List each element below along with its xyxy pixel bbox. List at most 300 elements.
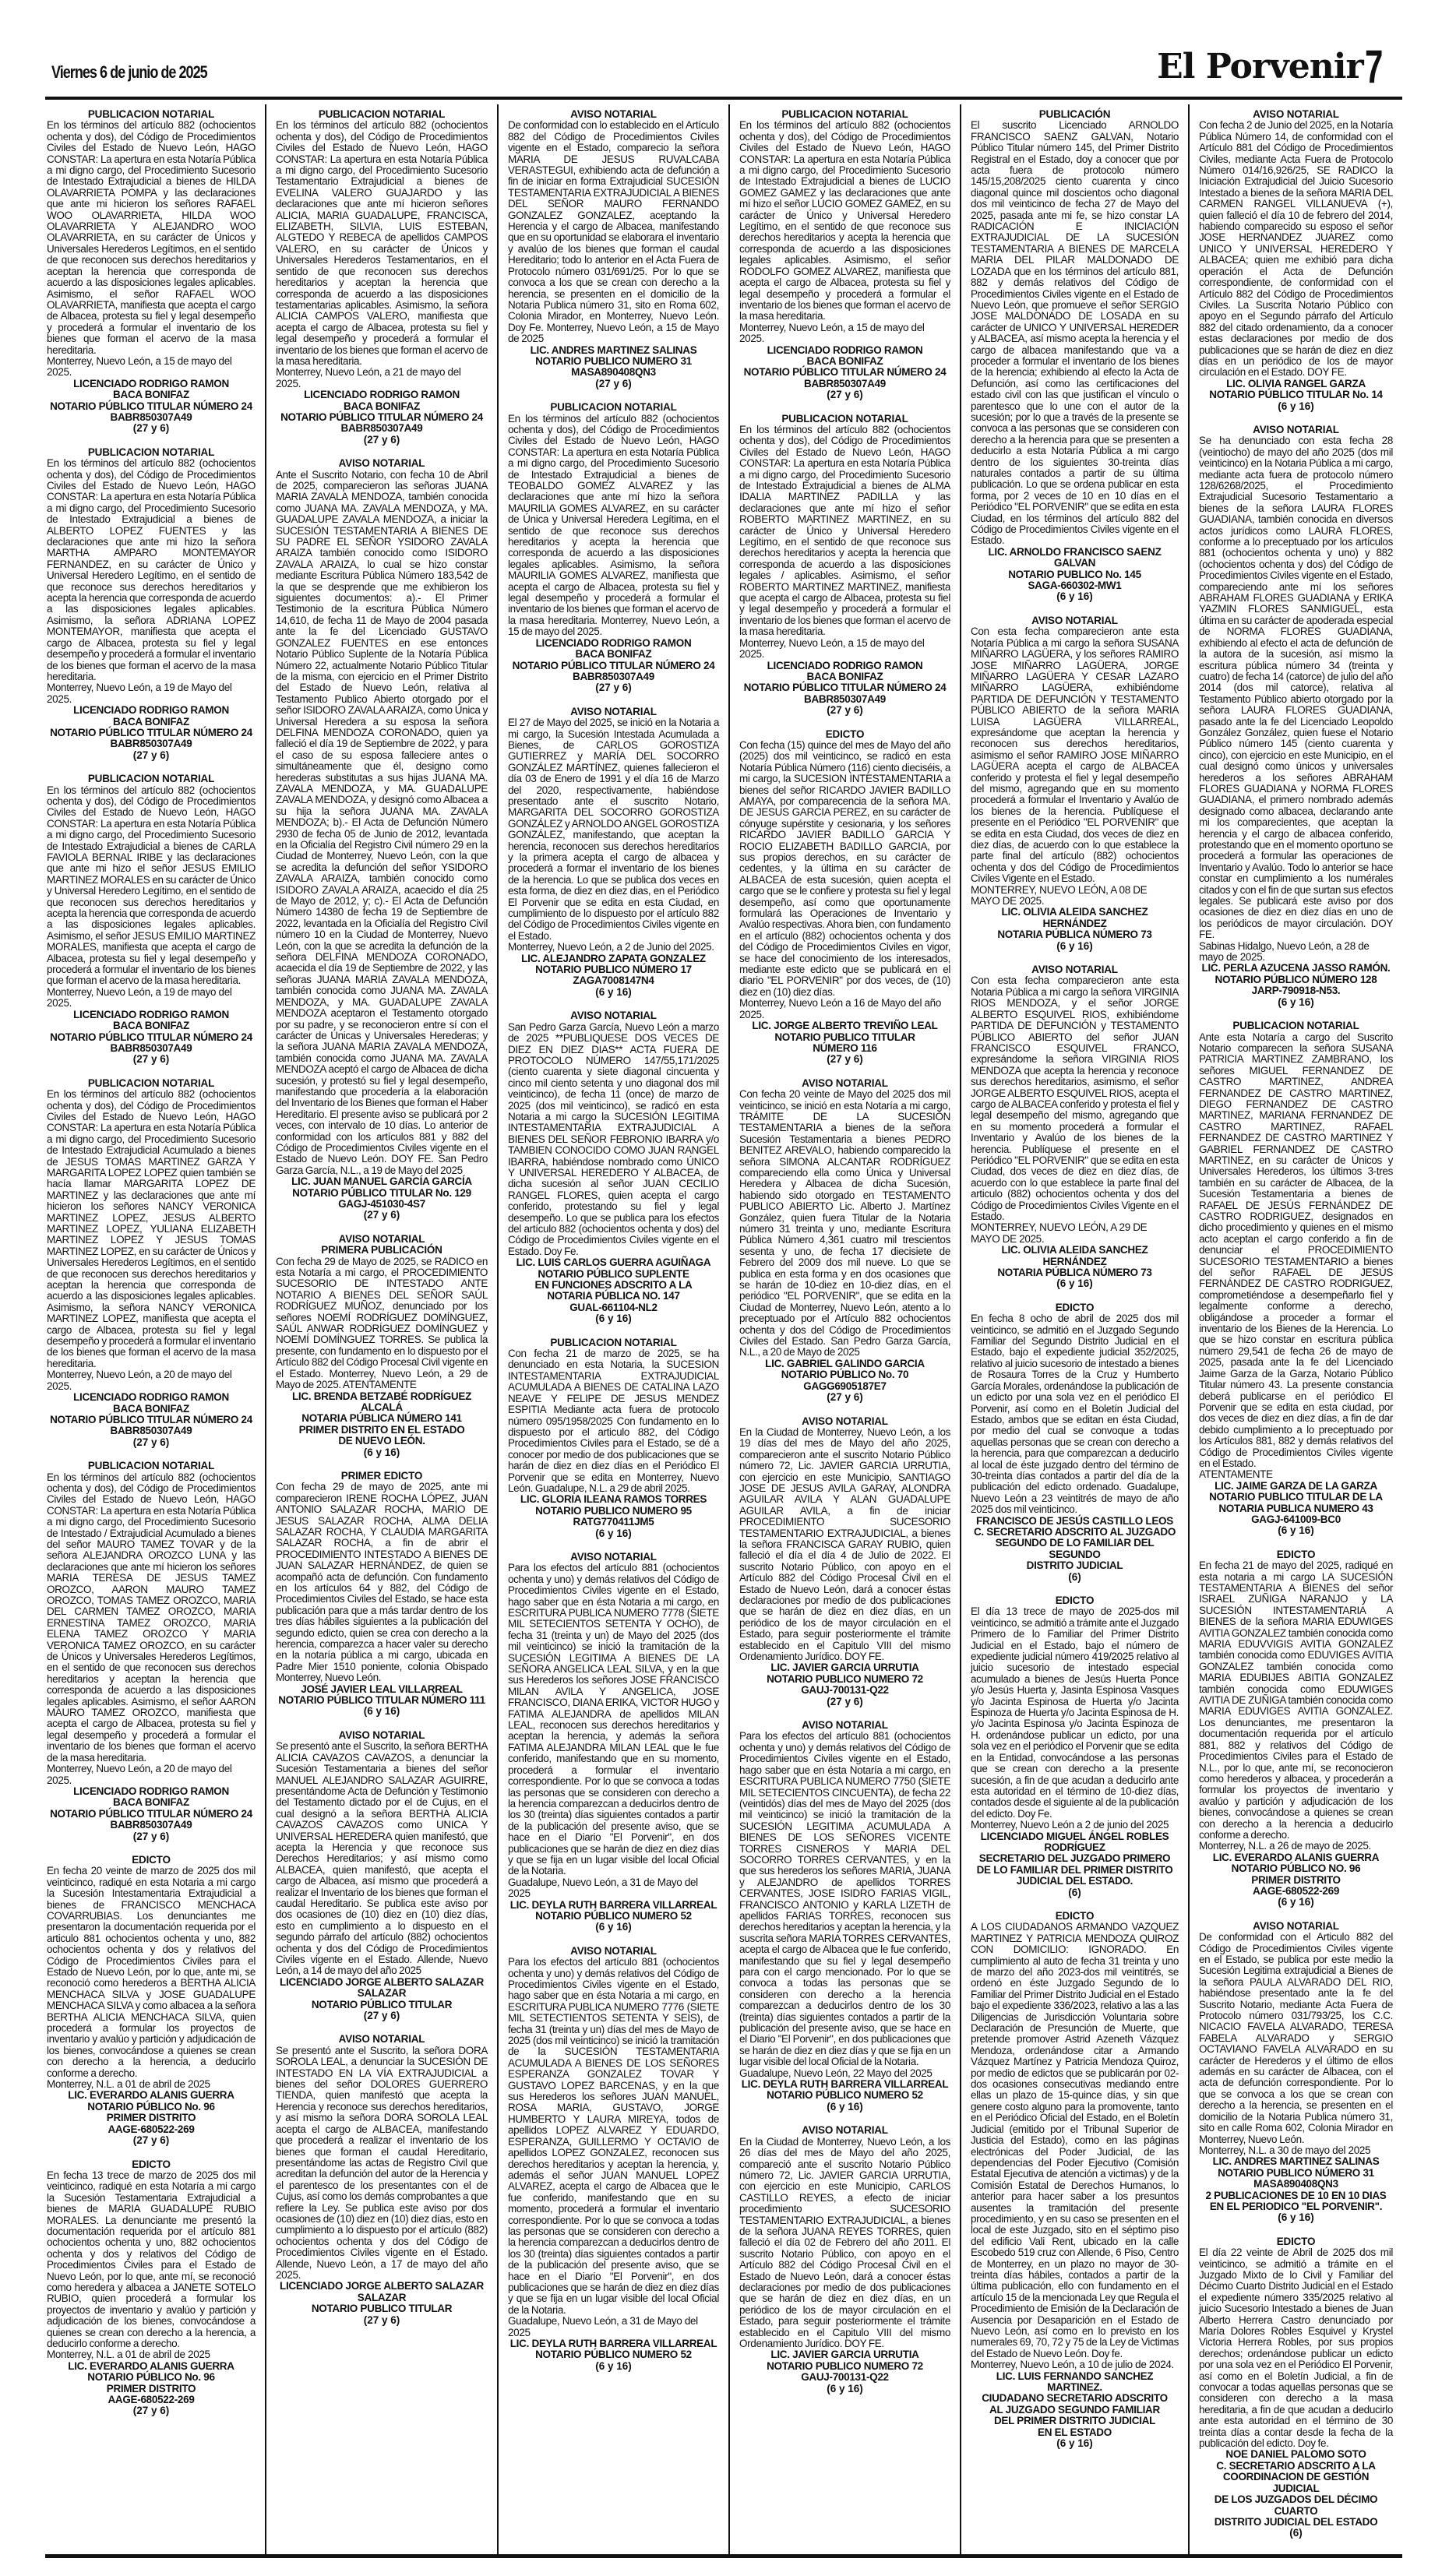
notice-title: EDICTO xyxy=(1055,1909,1095,1922)
notice-signature-line: BABR850307A49 xyxy=(110,1425,192,1437)
publication-dates: (6 y 16) xyxy=(1278,2211,1314,2224)
legal-notice xyxy=(1199,425,1393,1008)
publication-dates: (6 y 16) xyxy=(1056,939,1093,952)
top-rule xyxy=(45,97,1402,100)
column-4 xyxy=(728,104,960,2554)
notice-signature-line: LIC. LUIS CARLOS GUERRA AGUIÑAGA xyxy=(516,1256,711,1269)
notice-signature-line: DE LO FAMILIAR DEL PRIMER DISTRITO xyxy=(976,1863,1173,1876)
notice-signature-line: SEGUNDO DE LO FAMILIAR DEL SEGUNDO xyxy=(995,1537,1155,1560)
notice-signature-line: BACA BONIFAZ xyxy=(344,400,420,412)
notice-signature-line: BABR850307A49 xyxy=(573,670,654,682)
column-3 xyxy=(497,104,728,2554)
page-number: 7 xyxy=(1364,41,1383,93)
notice-signature-line: NOTARIO PUBLICO NUMERO 95 xyxy=(535,1504,692,1517)
publication-dates: (27 y 6) xyxy=(827,1695,863,1707)
legal-notice xyxy=(47,1855,256,2147)
notice-signature-line: NOTARIO PÚBLICO NUMERO 52 xyxy=(767,2089,923,2102)
notice-signature-line: NOTARIO PÚBLICO NUMERO 52 xyxy=(535,1909,692,1922)
notice-body: Con fecha 21 de marzo de 2025, se ha denunciado en esta Notaria, la SUCESION INTESTAMENTARIA EXTRAJUDICIAL ACUMULADA A BIENES DE CATALINA LAZO NEAVE Y FELIPE DE JESUS MENDEZ ESPITIA Mediante acta fuera de protocolo número 095/1958/2025 Con fundamento en lo dispuesto por el articulo 882, del Código Procedimientos Civiles para el Estado, se dé a conocer por medio de dos publicaciones que se harán de diez en diez días en el Periódico El Porvenir que se edita en Monterrey, Nuevo León. Guadalupe, N.L. a 29 de abril 2025. xyxy=(508,1348,719,1494)
publication-dates: (27 y 6) xyxy=(363,2010,400,2022)
notice-signature-line: LIC. DEYLA RUTH BARRERA VILLARREAL xyxy=(509,1898,717,1911)
notice-signature-line: NOTARIO PUBLICO NUMERO 31 xyxy=(535,354,692,367)
notice-signature-line: NOTARIO PÚBLICO No. 96 xyxy=(87,2100,215,2113)
legal-notice xyxy=(508,109,719,389)
notice-title: PUBLICACION NOTARIAL xyxy=(781,412,908,425)
notice-signature-line: BABR850307A49 xyxy=(804,377,886,389)
notice-signature-line: CIUDADANO SECRETARIO ADSCRITO xyxy=(982,2392,1168,2405)
notice-title: AVISO NOTARIAL xyxy=(1253,1919,1339,1932)
notice-body: Ante el Suscrito Notario, con fecha 10 de Abril de 2025, comparecieron las señoras JUANA MARIA ZAVALA MENDOZA, también conocida como JUANA MA. ZAVALA MENDOZA, y MA. GUADALUPE ZAVALA MENDOZA, a iniciar la SUCESIÓN TESTAMENTARIA A BIENES DE SU PADRE EL SEÑOR YSIDORO ZAVALA ARAIZA también conocido como ISIDORO ZAVALA ARAIZA, lo cual se hizo constar mediante Escritura Pública Número 183,542 de la que se desprende que me exhibieron los siguientes documentos: a).- El Primer Testimonio de la escritura Pública Número 14,610, de fecha 11 de Mayo de 2004 pasada ante la fe del Licenciado GUSTAVO GONZALEZ FUENTES en ese entonces Notario Público Suplente de la Notaría Pública Número 22, actualmente Notario Público Titular de la misma, con ejercicio en el Primer Distrito del Estado de Nuevo León, relativa al Testamento Publico Abierto otorgado por el señor ISIDORO ZAVALA ARAIZA, como Única y Universal Heredera a su esposa la señora DELFINA MENDOZA CORONADO, quien ya falleció el día 19 de Septiembre de 2022, y para el caso de su esposa falleciere antes o simultáneamente que él, designo como herederas substitutas a sus hijas JUANA MA. ZAVALA MENDOZA, y MA. GUADALUPE ZAVALA MENDOZA, y designó como Albacea a su hija la señora JUANA MA. ZAVALA MENDOZA; b).- El Acta de Defunción Número 2930 de fecha 05 de Junio de 2012, levantada en la Oficialía del Registro Civil número 29 en la Ciudad de Monterrey, Nuevo León, con la que se acredita la defunción del señor YSIDORO ZAVALA ARAIZA, también conocido como ISIDORO ZAVALA ARAIZA, acaecido el día 25 de Mayo de 2012, y; c).- El Acta de Defunción Número 14380 de fecha 19 de Septiembre de 2022, levantada en la Oficialía del Registro Civil número 10 en la Ciudad de Monterrey, Nuevo León, con la que se acredita la defunción de la señora DELFINA MENDOZA CORONADO, acaecida el día 19 de Septiembre de 2022, y las señoras JUANA MARIA ZAVALA MENDOZA, también conocida como JUANA MA. ZAVALA MENDOZA, y MA. GUADALUPE ZAVALA MENDOZA aceptaron el Testamento otorgado por su padre, y se reconocieron entre sí con el carácter de Únicas y Universales Herederas; y la señora JUANA MARIA ZAVALA MENDOZA, también conocida como JUANA MA. ZAVALA MENDOZA aceptó el cargo de Albacea de dicha sucesión, y protestó su fiel y legal desempeño, manifestando que procedería a la elaboración del Inventario de los Bienes que forman el Haber Hereditario. El presente aviso se publicará por 2 veces, con intervalo de 10 días. Lo anterior de conformidad con los artículos 881 y 882 del Código de Procedimientos Civiles vigente en el Estado de Nuevo León. DOY FE. San Pedro Garza García, N.L., a 19 de Mayo del 2025 xyxy=(276,468,488,1176)
notice-signature-line: LIC. PERLA AZUCENA JASSO RAMÓN. xyxy=(1201,962,1391,974)
notice-signature-line: LICENCIADO RODRIGO RAMON xyxy=(73,377,229,389)
publication-dates: (6) xyxy=(1068,1886,1081,1898)
notice-body: Con fecha 20 veinte de Mayo del 2025 dos mil veinticinco, se inició en esta Notaría a mi cargo, TRÁMITE DE LA SUCESIÓN TESTAMENTARIA a bienes de la señora Sucesión Testamentaria a bienes PEDRO BENITEZ AREVALO, habiendo comparecido la señora SIMONA ALCANTAR RODRÍGUEZ compareciendo ella como Única y Universal Heredera y Albacea de dicha Sucesión, habiendo sido otorgado en TESTAMENTO PUBLICO ABIERTO Lic. Alberto J. Martínez González, quien fuera Titular de la Notaria número 31 treinta y uno, mediante Escritura Pública Número 4,361 cuatro mil trescientos sesenta y uno, de fecha 17 diecisiete de Febrero del 2009 dos mil nueve. Lo que se publica en esta forma y en dos ocasiones que se harán de 10-diez en 10-diez días, en el periódico "EL PORVENIR", que se edita en la Ciudad de Monterrey, Nuevo León, atento a lo preceptuado por el Artículo 882 ochocientos ochenta y dos del Código de Procedimientos Civiles del Estado. San Pedro Garza García, N.L., a 20 de Mayo de 2025 xyxy=(739,1088,950,1358)
legal-notice xyxy=(47,1078,256,1448)
notice-body: En fecha 20 veinte de marzo de 2025 dos mil veinticinco, radiqué en esta Notaria a mi cargo la Sucesión Intestamentaria Extrajudicial a bienes de FRANCISCO MENCHACA COVARRUBIAS. Los denunciantes me presentaron la documentación requerida por el articulo 881 ochocientos ochenta y uno, 882 ochocientos ochenta y dos y relativos del Código de Procedimientos Civiles para el Estado de Nuevo León, por lo que, ante mi, se reconoció como herederos a BERTHA ALICIA MENCHACA SILVA y JOSE GUADALUPE MENCHACA SILVA y como albacea a la señora BERTHA ALICIA MENCHACA SILVA, quien procederá a formular los proyectos de inventario y avalúo y partición y adjudicación de los bienes, convocándose a quienes se crean con derecho a la herencia, a deducirlo conforme a derecho. xyxy=(47,1865,256,2079)
notice-body: En los términos del artículo 882 (ochocientos ochenta y dos), del Código de Procedimientos Civiles del Estado de Nuevo León, HAGO CONSTAR: La apertura en esta Notaría Pública a mi digno cargo, del Procedimiento Sucesorio de Intestado Extrajudicial a bienes de LUCIO GOMEZ GAMEZ y las declaraciones que ante mí hizo el señor LUCIO GOMEZ GAMEZ, en su carácter de Único y Universal Heredero Legítimo, en el sentido de que reconoce sus derechos hereditarios y acepta la herencia que corresponda de acuerdo a las disposiciones legales aplicables. Asimismo, el señor RODOLFO GOMEZ ALVAREZ, manifiesta que acepta el cargo de Albacea, protesta su fiel y legal desempeño y procederá a formular el inventario de los bienes que forman el acervo de la masa hereditaria. xyxy=(739,119,950,322)
legal-notice xyxy=(508,1552,719,1933)
publication-dates: (6 y 16) xyxy=(1056,2437,1093,2450)
publication-dates: (27 y 6) xyxy=(827,389,863,401)
legal-notice xyxy=(1199,1549,1393,1908)
notice-signature-line: LIC. OLIVIA ALEIDA SANCHEZ HERNÁNDEZ xyxy=(1001,906,1148,929)
notice-signature-line: BACA BONIFAZ xyxy=(113,1020,189,1032)
publication-dates: (27 y 6) xyxy=(363,1209,400,1221)
publication-dates: (27 y 6) xyxy=(595,682,632,694)
notice-title: PUBLICACIÓN xyxy=(1038,108,1111,120)
notice-signature-line: RATG770411JM5 xyxy=(573,1516,654,1528)
notice-title: AVISO NOTARIAL xyxy=(802,1415,888,1427)
notice-signature-line: NOTARIO PÚBLICO TITULAR NÚMERO 24 xyxy=(50,726,252,738)
notice-body: Con fecha 29 de Mayo de 2025, se RADICO en esta Notaría a mi cargo, el PROCEDIMIENTO SUCESORIO DE INTESTADO ANTE NOTARIO A BIENES DEL SEÑOR SAÚL RODRÍGUEZ MUÑOZ, denunciado por los señores NOEMÍ RODRÍGUEZ DOMÍNGUEZ, SAÚL ANWAR RODRÍGUEZ DOMÍNGUEZ y NOEMÍ DOMÍNGUEZ TORRES. Se publica la presente, con fundamento en lo dispuesto por el Artículo 882 del Código Procesal Civil vigente en el Estado. Monterrey, Nuevo León, a 29 de Mayo de 2025. ATENTAMENTE xyxy=(276,1255,488,1391)
notice-signature-line: LIC. LUIS FERNANDO SANCHEZ MARTINEZ. xyxy=(996,2370,1154,2394)
notice-title: AVISO NOTARIAL xyxy=(1031,964,1118,976)
notice-signature-line: GAGJ-641009-BC0 xyxy=(1251,1513,1341,1525)
notice-signature-line: NOTARIO PÚBLICO TITULAR NÚMERO 24 xyxy=(50,1413,252,1425)
notice-title: EDICTO xyxy=(1055,1301,1095,1313)
publication-dates: (6 y 16) xyxy=(363,1705,400,1718)
notice-signature-line: AAGE-680522-269 xyxy=(1252,1884,1340,1897)
notice-body: Para los efectos del artículo 881 (ochocientos ochenta y uno) y demás relativos del Código de Procedimientos Civiles vigente en el Estado, hago saber que en ésta Notaria a mi cargo, en ESCRITURA PUBLICA NUMERO 7776 (SIETE MIL SETECTIENTOS SETENTA Y SEIS), de fecha 31 (treinta y un) días del mes de Mayo de 2025 (dos mil veinticinco) se inició la tramitación de la SUCESIÓN TESTAMENTARIA ACUMULADA A BIENES DE LOS SEÑORES ESPERANZA GONZALEZ TOVAR Y GUSTAVO LOPEZ BARCENAS, y en la que sus Herederos los señores JUAN MANUEL, ROSA MARIA, GUSTAVO, JORGE HUMBERTO Y LAURA MIREYA, todos de apellidos LOPEZ ALVAREZ Y EDUARDO, ESPERANZA, GUILLERMO Y OCTAVIO de apellidos LOPEZ GONZALEZ, reconocen sus derechos hereditarios y aceptan la herencia, y, además el señor JUAN MANUEL LOPEZ ALVAREZ, acepta el cargo de Albacea que le fue conferido, manifestando que en su momento, procederá a formular el inventario correspondiente. Por lo que se convoca a todas las personas que se consideren con derecho a la herencia comparezcan a deducirlos dentro de los 30 (treinta) días siguientes contados a partir de la publicación del presente aviso, que se hace en el Diario "El Porvenir", en dos publicaciones que se harán de diez en diez días y que se fija en un lugar visible del local Oficial de la Notaria. xyxy=(508,1956,719,2316)
legal-notice xyxy=(1199,1921,1393,2224)
notice-signature-line: LIC. DEYLA RUTH BARRERA VILLARREAL xyxy=(741,2078,949,2091)
publication-dates: (6 y 16) xyxy=(1056,590,1093,603)
notice-body: En fecha 8 ocho de abril de 2025 dos mil veinticinco, se admitió en el Juzgado Segundo Familiar del Segundo Distrito Judicial en el Estado, bajo el expediente judicial 352/2025, relativo al juicio sucesorio de intestado a bienes de Rosaura Torres de la Cruz y Humberto García Morales, ordenándose la publicación de un edicto por una sola vez en el periódico El Porvenir, así como en el Boletín Judicial del Estado, ambos que se editan en ésta Ciudad, por medio del cual se convoque a todas aquellas personas que se crean con derecho a la herencia, para que comparezcan a deducirlo al local de éste juzgado dentro del término de 30-treinta días contados a partir del día de la publicación del edicto ordenado. Guadalupe, Nuevo León a 23 veintitrés de mayo de año 2025 dos mil veinticinco. xyxy=(971,1313,1179,1516)
notice-body: Se presentó ante el Suscrito, la señora DORA SOROLA LEAL, a denunciar la SUCESIÓN DE INTESTADO EN LA VÍA EXTRAJUDICIAL a bienes del señor DOLORES GUERRERO TIENDA, quien manifestó que acepta la Herencia y reconoce sus derechos hereditarios, y así mismo la señora DORA SOROLA LEAL acepta el cargo de ALBACEA, manifestando que procederá a realizar el inventario de los bienes que forman el caudal Hereditario, presentándome las actas de Registro Civil que acreditan la defunción del autor de la Herencia y el parentesco de los presentantes con el de Cujus, así como los demás comprobantes a que refiere la Ley. Se publica este aviso por dos ocasiones de (10) diez en (10) diez días, esto en cumplimiento a lo dispuesto por el artículo (882) ochocientos ochenta y dos del Código de Procedimientos Civiles vigente en el Estado. Allende, Nuevo León, a 17 de mayo del año 2025. xyxy=(276,2044,488,2281)
notice-signature-line: PRIMER DISTRITO xyxy=(106,2112,196,2124)
publication-dates: (6 y 16) xyxy=(827,2382,863,2395)
notice-title: AVISO NOTARIAL xyxy=(1031,614,1118,626)
notice-body: Con fecha 2 de Junio del 2025, en la Notaría Pública Número 14, de conformidad con el Artículo 881 del Código de Procedimientos Civiles, mediante Acta Fuera de Protocolo Número 014/16,926/25, SE RADICO la Iniciación Extrajudicial del Juicio Sucesorio Intestado a bienes de la señora MARIA DEL CARMEN RANGEL VILLANUEVA (+), quien falleció el día 10 de febrero del 2014, habiendo comparecido su esposo el señor JOSE HERNANDEZ JUAREZ como UNICO Y UNIVERSAL HEREDERO Y ALBACEA; quien me exhibió para dicha operación el Acta de Defunción correspondiente, de conformidad con el Artículo 882 del Código de Procedimientos Civiles. La Suscrita Notario Público con apoyo en el Segundo párrafo del Artículo 882 del citado ordenamiento, da a conocer estas declaraciones por medio de dos publicaciones que se harán de diez en diez días en un periódico de los de mayor circulación en el Estado. DOY FE. xyxy=(1199,119,1393,379)
notice-title: PUBLICACION NOTARIAL xyxy=(550,401,677,414)
publication-dates: (6 y 16) xyxy=(1278,996,1314,1008)
legal-notice xyxy=(739,1078,950,1404)
notice-body: Con fecha 29 de mayo de 2025, ante mi comparecieron IRENE ROCHA LÓPEZ, JUAN ANTONIO SALAZAR ROCHA, MARIO DE JESUS SALAZAR ROCHA, ALMA DELIA SALAZAR ROCHA, Y CLAUDIA MARGARITA SALAZAR ROCHA, a fin de abrir el PROCEDIMIENTO INTESTADO A BIENES DE JUAN SALAZAR HERNÁNDEZ, de quien se acompañó acta de defunción. Con fundamento en los artículos 64 y 882, del Código de Procedimientos Civiles del Estado, se hace esta publicación para que a más tardar dentro de los tres días hábiles siguientes a la publicación del segundo edicto, quien se crea con derecho a la herencia, comparezca a hacer valer su derecho en la notaría pública a mi cargo, ubicada en Padre Mier 1510 poniente, colonia Obispado Monterrey, Nuevo León. xyxy=(276,1481,488,1684)
notice-signature-line: NOTARIO PÚBLICO TITULAR NÚMERO 24 xyxy=(743,366,947,379)
notice-title: PRIMER EDICTO xyxy=(340,1469,423,1482)
notice-signature-line: LICENCIADO RODRIGO RAMON xyxy=(304,389,460,401)
notice-body: Ante esta Notaría a cargo del Suscrito Notario comparecen la señora SUSANA PATRICIA MARTINEZ ZAMBRANO, los señores MIGUEL FERNANDEZ DE CASTRO MARTINEZ, ANDREA FERNANDEZ DE CASTRO MARTINEZ, DIEGO FERNANDEZ DE CASTRO MARTINEZ, MARIANA FERNANDEZ DE CASTRO MARTINEZ, RAFAEL FERNANDEZ DE CASTRO MARTINEZ Y GABRIEL FERNANDEZ DE CASTRO MARTINEZ, en su carácter de Únicos y Universales Herederos, los últimos 3-tres también en su carácter de Albacea, de la Sucesión Testamentaria a bienes de RAFAEL DE JESÚS FERNÁNDEZ DE CASTRO RODRIGUEZ, designados en dicho procedimiento y quienes en el mismo acto aceptan el cargo conferido a fin de denunciar el PROCEDIMIENTO SUCESORIO TESTAMENTARIO a bienes del señor RAFAEL DE JESÚS FERNÁNDEZ DE CASTRO RODRIGUEZ, comprometiéndose a desempeñarlo fiel y legalmente conforme a derecho, obligándose a proceder a formar el inventario de los Bienes de la Herencia. Lo que se hizo constar en escritura pública número 29,541 de fecha 26 de mayo de 2025, pasada ante la fe del Licenciado Jaime Garza de la Garza, Notario Público Titular número 43. La presente constancia deberá publicarse en el periódico El Porvenir que se edita en esta ciudad, por dos veces de diez en diez días, a fin de dar debido cumplimiento a lo preceptuado por los Artículos 881, 882 y demás relativos del Código de Procedimientos Civiles vigente en el Estado. xyxy=(1199,1031,1393,1469)
notice-signature-line: LICENCIADO RODRIGO RAMON xyxy=(73,704,229,717)
notice-signature-line: NOTARIO PUBLICO No. 145 xyxy=(1008,568,1141,580)
notice-place-date: Monterrey, N.L. a 26 de mayo de 2025. xyxy=(1199,1840,1371,1852)
notice-place-date: Guadalupe, Nuevo León, 22 Mayo del 2025 xyxy=(739,2067,933,2079)
notice-body: En la Ciudad de Monterrey, Nuevo León, a los 19 días del mes de Mayo del año 2025, comparecieron ante el suscrito Notario Público número 72, Lic. JAVIER GARCIA URRUTIA, con ejercicio en este Municipio, SANTIAGO JOSE DE JESUS AVILA GARAY, ALONDRA AGUILAR AVILA Y ALAN GUADALUPE AGUILAR AVILA, a fin de iniciar PROCEDIMIENTO SUCESORIO TESTAMENTARIO EXTRAJUDICIAL, a bienes la señora FRANCISCA GARAY RUBIO, quien falleció el día el día 4 de Julio de 2022. El suscrito Notario Público, con apoyo en el Artículo 882 del Código Procesal Civil en el Estado de Nuevo León, dará a conocer éstas declaraciones por medio de dos publicaciones que se harán de diez en diez días, en un periódico de los de mayor circulación en el Estado, para seguir posteriormente el trámite establecido en el Capitulo VIII del mismo Ordenamiento Jurídico. DOY FE. xyxy=(739,1425,950,1663)
legal-notice xyxy=(508,707,719,999)
notice-place-date: Monterrey, Nuevo León a 2 de junio del 2025 xyxy=(971,1819,1169,1831)
notice-body: El día 13 trece de mayo de 2025-dos mil veinticinco, se admitió a trámite ante el Juzgado Primero de lo Familiar del Primer Distrito Judicial en el Estado, bajo el número de expediente judicial número 419/2025 relativo al juicio sucesorio de intestado especial acumulado a bienes de Jesús Huerta Ponce y/o Jesús Huerta y, Jasinta Espinosa Vasques y/o Jacinta Espinosa de Huerta y/o Jacinta Espinoza de Huerta y/o Jacinta Espinosa de H. y/o Jacinta Espinosa y/o Jacinta Espinoza de H. ordenándose publicar un edicto, por una sola vez en el periódico el Porvenir que se edita en la Entidad, convocándose a las personas que se crean con derecho a la presente sucesión, a fin de que acudan a deducirlo ante esta autoridad en el término de 10-diez días, contados desde el siguiente al de la publicación del edicto. Doy Fe. xyxy=(971,1605,1179,1820)
notice-signature-line: NOTARIO PÚBLICO TITULAR xyxy=(311,1998,453,2010)
notice-signature-line: ZAGA7008147N4 xyxy=(573,974,654,987)
legal-notice xyxy=(971,1302,1179,1583)
notice-place-date: ATENTAMENTE xyxy=(1199,1468,1273,1481)
publication-dates: (6) xyxy=(1289,2527,1303,2539)
notice-signature-line: BACA BONIFAZ xyxy=(806,354,883,367)
notice-signature-line: JARP-790918-N53. xyxy=(1251,985,1341,997)
publication-dates: (27 y 6) xyxy=(827,1391,863,1404)
notice-title: AVISO NOTARIAL xyxy=(570,1010,657,1022)
notice-signature-line: LIC. ALEJANDRO ZAPATA GONZALEZ xyxy=(521,952,706,964)
notice-signature-line: GAUJ-700131-Q22 xyxy=(801,2371,889,2384)
notice-signature-line: LIC. DEYLA RUTH BARRERA VILLARREAL xyxy=(509,2338,717,2349)
notice-signature-line: NOTARIA PÚBLICA NÚMERO 73 xyxy=(997,929,1152,941)
column-2 xyxy=(265,104,497,2554)
legal-notice xyxy=(276,1471,488,1718)
notice-signature-line: LIC. BRENDA BETZABÉ RODRÍGUEZ xyxy=(291,1390,472,1402)
bottom-rule xyxy=(45,2554,1402,2558)
notice-body: El 27 de Mayo del 2025, se inició en la Notaria a mi cargo, la Sucesión Intestada Acumulada a Bienes, de CARLOS GOROSTIZA GUTIERREZ y MARÍA DEL SOCORRO GONZÁLEZ MARTÍNEZ, quienes fallecieron el día 03 de Enero de 1991 y el día 16 de Marzo del 2020, respectivamente, habiéndose presentado ante el suscrito Notario, MARGARITA DEL SOCORRO GOROSTIZA GONZÁLEZ y ARNOLDO ANGEL GOROSTIZA GONZÁLEZ, manifestando, que aceptan la herencia, reconocen sus derechos hereditarios y la primera acepta el cargo de albacea y procederá a formar el inventario de los bienes de la herencia. Lo que se publica dos veces en esta forma, de diez en diez dias, en el Periódico El Porvenir que se edita en esta Ciudad, en cumplimiento de lo dispuesto por el artículo 882 del Código de Procedimientos Civiles vigente en el Estado. xyxy=(508,717,719,942)
notice-body: En la Ciudad de Monterrey, Nuevo León, a los 26 días del mes de Mayo del año 2025, compareció ante el suscrito Notario Público número 72, Lic. JAVIER GARCIA URRUTIA, con ejercicio en este Municipio, CARLOS CASTILLO REYES, a efecto de iniciar procedimiento SUCESORIO TESTAMENTARIO EXTRAJUDICIAL, a bienes de la señora JUANA REYES TORRES, quien falleció el día 02 de Febrero del año 2011. El suscrito Notario Público, con apoyo en el Artículo 882 del Código Procesal Civil en el Estado de Nuevo León, dará a conocer éstas declaraciones por medio de dos publicaciones que se harán de diez en diez días, en un periódico de los de mayor circulación en el Estado, para seguir posteriormente el trámite establecido en el Capitulo VIII del mismo Ordenamiento Jurídico. DOY FE. xyxy=(739,2135,950,2349)
notice-signature-line: LIC. JAIME GARZA DE LA GARZA xyxy=(1215,1479,1377,1492)
notice-body: En los términos del artículo 882 (ochocientos ochenta y dos), del Código de Procedimientos Civiles del Estado de Nuevo León, HAGO CONSTAR: La apertura en esta Notaría Pública a mi digno cargo, del Procedimiento Sucesorio de Intestado / Extrajudicial Acumulado a bienes del señor MAURO TAMEZ TOVAR y de la señora ALEJANDRA OROZCO LUNA y las declaraciones que ante mí hicieron los señores MARIA TERESA DE JESUS TAMEZ OROZCO, AARON MAURO TAMEZ OROZCO, TOMAS TAMEZ OROZCO, MARIA DEL CARMEN TAMEZ OROZCO, MARIA ERNESTINA TAMEZ OROZCO, MARIA ELENA TAMEZ OROZCO Y MARIA VERONICA TAMEZ OROZCO, en su carácter de Únicos y Universales Herederos Legítimos, en el sentido de que reconocen sus derechos hereditarios y aceptan la herencia que corresponda de acuerdo a las disposiciones legales aplicables. Asimismo, el señor AARON MAURO TAMEZ OROZCO, manifiesta que acepta el cargo de Albacea, protesta su fiel y legal desempeño y procederá a formular el inventario de los bienes que forman el acervo de la masa hereditaria. xyxy=(47,1471,256,1764)
publication-dates: (6 y 16) xyxy=(595,1527,632,1539)
notice-signature-line: RODRÍGUEZ xyxy=(1044,1841,1105,1853)
publication-dates: (6 y 16) xyxy=(827,2100,863,2113)
publication-dates: (6 y 16) xyxy=(595,1313,632,1325)
notice-signature-line: GAUJ-700131-Q22 xyxy=(801,1684,889,1697)
notice-signature-line: LIC. OLIVIA RANGEL GARZA xyxy=(1226,377,1366,389)
notice-signature-line: BACA BONIFAZ xyxy=(113,389,189,401)
publication-dates: (27 y 6) xyxy=(132,749,170,761)
notice-signature-line: LIC. GLORIA ILEANA RAMOS TORRES xyxy=(520,1493,707,1506)
classifieds-columns xyxy=(45,104,1402,2554)
notice-signature-line: LICENCIADO JORGE ALBERTO SALAZAR xyxy=(280,1975,484,1988)
notice-signature-line: BACA BONIFAZ xyxy=(806,670,883,682)
notice-signature-line: COORDINACION DE GESTIÓN JUDICIAL xyxy=(1222,2471,1370,2494)
notice-signature-line: MASA890408QN3 xyxy=(571,366,656,379)
column-6 xyxy=(1188,104,1402,2554)
notice-body: Para los efectos del artículo 881 (ochocientos ochenta y uno) y demás relativos del Código de Procedimientos Civiles vigente en el Estado, hago saber que en ésta Notaría a mi cargo, en ESCRITURA PUBLICA NUMERO 7750 (SIETE MIL SETECIENTOS CINCUENTA), de fecha 22 (veintidós) días del mes de Mayo del 2025 (dos mil veinticinco) se inició la tramitación de la SUCESIÓN LEGITIMA ACUMULADA A BIENES DE LOS SEÑORES VICENTE TORRES CISNEROS Y MARIA DEL SOCORRO TORRES CERVANTES, y en la que sus herederos los señores MARIA, JUANA y ALEJANDRO de apellidos TORRES CERVANTES, JOSE ISIDRO FARIAS VIGIL, FRANCISCO ANTONIO y KARLA LIZETH de apellidos FARIAS TORRES, reconocen sus derechos hereditarios y aceptan la herencia, y la suscrita señora MARIA TORRES CERVANTES, acepta el cargo de Albacea que le fue conferido, manifestando que su fiel y legal desempeño para con el cargo mencionado. Por lo que se convoca a todas las personas que se consideren con derecho a la herencia comparezcan a deducirlos dentro de los 30 (treinta) días siguientes contados a partir de la publicación del presente aviso, que se hace en el Diario "El Porvenir", en dos publicaciones que se harán de diez en diez días y que se fija en un lugar visible del local Oficial de la Notaria. xyxy=(739,1730,950,2068)
notice-title: AVISO NOTARIAL xyxy=(338,1728,425,1741)
publication-dates: (6 y 16) xyxy=(1278,1896,1314,1908)
notice-title: PUBLICACION NOTARIAL xyxy=(87,1460,215,1472)
notice-subtitle: PRIMERA PUBLICACIÓN xyxy=(321,1244,442,1256)
legal-notice xyxy=(276,1234,488,1458)
notice-signature-line: GAGJ-451030-4S7 xyxy=(338,1198,425,1210)
notice-signature-line: LIC. ANDRES MARTINEZ SALINAS xyxy=(530,344,697,356)
publication-dates: (27 y 6) xyxy=(132,2405,170,2417)
newspaper-logo xyxy=(1157,41,1390,93)
notice-title: EDICTO xyxy=(132,1853,171,1866)
notice-body: En los términos del artículo 882 (ochocientos ochenta y dos), del Código de Procedimientos Civiles del Estado de Nuevo León, HAGO CONSTAR: La apertura en esta Notaría Pública a mi digno cargo, del Procedimiento Sucesorio de Intestado Extrajudicial a bienes de ALMA IDALIA MARTINEZ PADILLA y las declaraciones que ante mí hizo el señor ROBERTO MARTINEZ MARTINEZ, en su carácter de Único y Universal Heredero Legítimo, en el sentido de que reconoce sus derechos hereditarios y acepta la herencia que corresponda de acuerdo a las disposiciones legales / aplicables. Asimismo, el señor ROBERTO MARTINEZ MARTINEZ, manifiesta que acepta el cargo de Albacea, protesta su fiel y legal desempeño y procederá a formular el inventario de los bienes que forman el acervo de la masa hereditaria. xyxy=(739,423,950,638)
notice-title: AVISO NOTARIAL xyxy=(1253,423,1339,435)
notice-place-date: Monterrey, Nuevo León, a 2 de Junio del 2025. xyxy=(508,941,714,953)
notice-title: AVISO NOTARIAL xyxy=(802,1077,888,1089)
legal-notice xyxy=(47,109,256,435)
notice-signature-line: BABR850307A49 xyxy=(110,1041,192,1054)
legal-notice xyxy=(739,729,950,1066)
notice-place-date: Guadalupe, Nuevo León, a 31 de Mayo del 2025 xyxy=(508,1876,698,1900)
publication-dates: (6 y 16) xyxy=(1278,400,1314,412)
notice-signature-line: LIC. EVERARDO ALANIS GUERRA xyxy=(68,2089,234,2102)
issue-date: Viernes 6 de junio de 2025 xyxy=(51,62,207,82)
notice-title: PUBLICACION NOTARIAL xyxy=(87,773,215,785)
legal-notice xyxy=(276,458,488,1221)
notice-place-date: Monterrey, Nuevo León a 16 de Mayo del año 2025. xyxy=(739,997,941,1020)
notice-signature-line: NOTARIO PÚBLICO TITULAR NÚMERO 24 xyxy=(743,682,947,694)
notice-body: Con esta fecha comparecieron ante esta Notaría Pública a mi cargo la señora SUSANA MIÑARRO LAGÜERA, y los señores RAMIRO JOSE MIÑARRO LAGÜERA, JORGE MIÑARRO LAGÜERA Y CESAR LAZARO MIÑARRO LAGÜERA, exhibiéndome PARTIDA DE DEFUNCIÓN Y TESTAMENTO PÚBLICO ABIERTO de la señora MARIA LUISA LAGÜERA VILLARREAL, expresándome que aceptan la herencia y reconocen sus derechos hereditarios, asimismo el señor RAMIRO JOSE MIÑARRO LAGÜERA acepta el cargo de ALBACEA conferido y protesta el fiel y legal desempeño del mismo, agregando que en su momento procederá a formular el Inventario y Avalúo de los bienes de la herencia. Publíquese el presente en el Periódico "EL PORVENIR" que se edita en esta Ciudad, dos veces de diez en diez días, de acuerdo con lo que establece la parte final del artículo (882) ochocientos ochenta y dos del Código de Procedimientos Civiles Vigente en el Estado. xyxy=(971,625,1179,885)
notice-signature-line: NÚMERO 116 xyxy=(813,1041,877,1054)
notice-signature-line: LIC. ARNOLDO FRANCISCO SAENZ GALVAN xyxy=(988,545,1162,569)
notice-signature-line: LIC. JORGE ALBERTO TREVIÑO LEAL xyxy=(752,1020,938,1032)
notice-signature-line: NOTARIO PÚBLICO NUMERO 52 xyxy=(535,2349,692,2361)
legal-notice xyxy=(739,1720,950,2113)
notice-signature-line: JOSÉ JAVIER LEAL VILLARREAL xyxy=(301,1683,463,1695)
notice-signature-line: LIC. JAVIER GARCIA URRUTIA xyxy=(770,1662,919,1674)
notice-body: El día 22 veinte de Abril de 2025 dos mil veinticinco, se admitió a trámite en el Juzgado Mixto de lo Civil y Familiar del Décimo Cuarto Distrito Judicial en el Estado el expediente número 335/2025 relativo al juicio Sucesorio Intestado a bienes de Juan Alberto Herrera Castro denunciado por María Dolores Robles Esquivel y Krystel Victoria Herrera Robles, por sus propios derechos; ordenándose publicar un edicto por una sola vez en el Periódico El Porvenir, así como en el Boletín Judicial, a fin de convocar a todas aquellas personas que se consideren con derecho a la masa hereditaria, a fin de que acudan a deducirlo ante esta autoridad en el término de 30 treinta días a contar desde la fecha de la publicación del edicto. Doy fe. xyxy=(1199,2247,1393,2450)
notice-signature-line: NOTARIO PÚBLICO TITULAR NÚMERO 24 xyxy=(50,1031,252,1043)
notice-signature-line: NOTARIA PÚBLICA NÚMERO 73 xyxy=(997,1267,1152,1279)
publication-dates: (6 y 16) xyxy=(595,2359,632,2372)
notice-place-date: Monterrey, N.L. a 01 de abril de 2025 xyxy=(47,2078,210,2091)
notice-body: En fecha 21 de mayo del 2025, radiqué en esta notaria a mi cargo LA SUCESIÓN TESTAMENTARIA A BIENES del señor ISRAEL ZUÑIGA NARANJO y LA SUCESIÓN INTESTAMENTARIA A BIENES de la señora MARIA EDUWIGES AVITIA GONZALEZ también conocida como MARIA EDUVVIGIS AVITIA GONZALEZ también conocida como EDUVIGES AVITIA GONZALEZ también conocida como MARIA EDUBIJES ABITIA GONZALEZ también conocida como EDUWIGES AVITIA DE ZUÑIGA también conocida como MARIA EDUVIGES AVITIA GONZALEZ. Los denunciantes, me presentaron la documentación requerida por el artículo 881, 882 y relativos del Código de Procedimientos Civiles para el Estado de N.L., por lo que, ante mí, se reconocieron como herederos y albacea, y procederán a formular los proyectos de inventario y avalúo y partición y adjudicación de los bienes, convocándose a quienes se crean con derecho a la herencia a deducirlo conforme a derecho. xyxy=(1199,1559,1393,1841)
legal-notice xyxy=(508,1337,719,1539)
masthead xyxy=(45,0,1402,100)
notice-body: De conformidad con lo establecido en el Artículo 882 del Código de Procedimientos Civiles vigente en el Estado, comparecio la señora MARIA DE JESUS RUVALCABA VERASTEGUI, exhibiendo acta de defunción a fin de iniciar en forma Extrajudicial SUCESIÓN TESTAMENTARIA EXTRAJUDICIAL A BIENES DEL SEÑOR MAURO FERNANDO GONZALEZ GONZALEZ, aceptando la Herencia y el cargo de Albacea, manifestando que en su oportunidad se elaborara el inventario y avalúo de los bienes que forman el caudal Hereditario; todo lo anterior en el Acta Fuera de Protocolo número 031/691/25. Por lo que se convoca a los que se crean con derecho a la herencia, se presenten en el domicilio de la Notaria Publica número 31, sito en Roma 602, Colonia Mirador, en Monterrey, Nuevo León. Doy Fe. Monterrey, Nuevo León, a 15 de Mayo de 2025 xyxy=(508,119,719,345)
notice-title: AVISO NOTARIAL xyxy=(570,108,657,120)
notice-title: AVISO NOTARIAL xyxy=(802,2124,888,2137)
notice-signature-line: EN EL PERIODICO "EL PORVENIR". xyxy=(1209,2200,1383,2212)
notice-body: En los términos del artículo 882 (ochocientos ochenta y dos), del Código de Procedimientos Civiles del Estado de Nuevo León, HAGO CONSTAR: La apertura en esta Notaría Pública a mi digno cargo, del Procedimiento Sucesorio de Intestado Extrajudicial a bienes de HILDA OLAVARRIETA POMPA y las declaraciones que ante mi hicieron los señores RAFAEL WOO OLAVARRIETA, HILDA WOO OLAVARRIETA Y ALEJANDRO WOO OLAVARRIETA, en su carácter de Únicos y Universales Herederos Legítimos, en el sentido de que reconocen sus derechos hereditarios y aceptan la herencia que corresponda de acuerdo a las disposiciones legales aplicables. Asimismo, el señor RAFAEL WOO OLAVARRIETA, manifiesta que acepta el cargo de Albacea, protesta su fiel y legal desempeño y procederá a formular el inventario de los bienes que forman el acervo de la masa hereditaria. xyxy=(47,119,256,356)
notice-body: San Pedro Garza García, Nuevo León a marzo de 2025 **PUBLIQUESE DOS VECES DE DIEZ EN DIEZ DIAS** ACTA FUERA DE PROTOCOLO NÚMERO 147/55,171/2025 (ciento cuarenta y siete diagonal cincuenta y cinco mil ciento setenta y uno diagonal dos mil veinticinco), de fecha 11 (once) de marzo de 2025 (dos mil veinticinco), se radicó en esta Notaria a mi cargo la SUCESIÓN LEGITIMA INTESTAMENTARIA EXTRAJUDICIAL A BIENES DEL SEÑOR FEBRONIO IBARRA y/o TAMBIEN CONOCIDO COMO JUAN RANGEL IBARRA, habiéndose nombrado como ÚNICO Y UNIVERSAL HEREDERO Y ALBACEA, de dicha sucesión al señor JUAN CECILIO RANGEL FLORES, quien acepta el cargo conferido, protestando su fiel y legal desempeño. Lo que se publica para los efectos del artículo 882 (ochocientos ochenta y dos) del Código de Procedimientos Civiles vigente en el Estado. Doy Fe. xyxy=(508,1020,719,1257)
notice-title: AVISO NOTARIAL xyxy=(570,1550,657,1563)
notice-signature-line: BABR850307A49 xyxy=(804,692,886,705)
notice-signature-line: NOTARIO PUBLICO NÚMERO 17 xyxy=(535,964,692,976)
notice-signature-line: JUDICIAL DEL ESTADO. xyxy=(1016,1875,1133,1887)
notice-signature-line: MASA890408QN3 xyxy=(1253,2178,1338,2190)
notice-signature-line: NOTARIA PÚBLICA NÚMERO 141 xyxy=(301,1412,462,1425)
notice-signature-line: NOTARIO PUBLICO NUMERO 72 xyxy=(767,2359,923,2372)
notice-signature-line: NOTARIO PÚBLICO No. 96 xyxy=(87,2371,215,2384)
notice-title: AVISO NOTARIAL xyxy=(570,1944,657,1957)
notice-title: EDICTO xyxy=(132,2158,171,2170)
notice-signature-line: ALCALÁ xyxy=(361,1401,403,1413)
notice-signature-line: LICENCIADO MIGUEL ÁNGEL ROBLES xyxy=(980,1830,1169,1842)
notice-signature-line: BACA BONIFAZ xyxy=(113,1796,189,1809)
notice-signature-line: C. SECRETARIO ADSCRITO A LA xyxy=(1216,2459,1376,2472)
notice-signature-line: AL JUZGADO SEGUNDO FAMILIAR xyxy=(989,2403,1160,2416)
legal-notice xyxy=(971,1911,1179,2450)
notice-signature-line: NOTARIA PUBLICA NUMERO 43 xyxy=(1218,1502,1373,1514)
notice-place-date: Monterrey, Nuevo León, a 15 de mayo del 2025. xyxy=(739,321,925,345)
notice-place-date: MONTERREY, NUEVO LEÓN, A 08 DE MAYO DE 2025. xyxy=(971,883,1148,907)
notice-signature-line: NOTARIO PÚBLICO No. 70 xyxy=(781,1369,909,1381)
notice-place-date: Monterrey, Nuevo León, a 19 de Mayo del 2025. xyxy=(47,682,232,705)
logo-text: El Porvenir xyxy=(1157,47,1363,86)
notice-body: En los términos del artículo 882 (ochocientos ochenta y dos), del Código de Procedimientos Civiles del Estado de Nuevo León, HAGO CONSTAR: La apertura en esta Notaría Pública a mi digno cargo, del Procedimiento Sucesorio de Intestado Extrajudicial a bienes de ALBERTO LOPEZ FUENTES y las declaraciones que ante mi hizo la señora MARTHA AMPARO MONTEMAYOR FERNANDEZ, en su carácter de Único y Universal Heredero Legítimo, en el sentido de que reconoce sus derechos hereditarios y acepta la herencia que corresponda de acuerdo a las disposiciones legales aplicables. Asimismo, la señora ADRIANA LOPEZ MONTEMAYOR, manifiesta que acepta el cargo de Albacea, protesta su fiel y legal desempeño y procederá a formular el inventario de los bienes que forman el acervo de la masa hereditaria. xyxy=(47,457,256,682)
notice-signature-line: NOTARIO PUBLICO NUMERO 72 xyxy=(767,1672,923,1685)
notice-signature-line: BACA BONIFAZ xyxy=(113,1402,189,1415)
notice-signature-line: DISTRITO JUDICIAL DEL ESTADO xyxy=(1214,2515,1378,2528)
publication-dates: (27 y 6) xyxy=(595,377,632,389)
notice-body: De conformidad con el Articulo 882 del Código de Procedimientos Civiles vigente en el Estado, se publica por este medio la Sucesión Legitima extrajudicial a Bienes de la señora PAULA ALVARADO DEL RIO, habiéndose presentado ante la fe del Suscrito Notario, mediante Acta Fuera de Protocolo número 031/793/25, los C.C. NICACIO FAVELA ALVARADO, TERESA FABELA ALVARADO y SERGIO OCTAVIANO FAVELA ALVARADO en su carácter de Herederos y el último de ellos además en su carácter de Albacea, con el acta de defunción correspondiente. Por lo que se convoca a los que se crean con derecho a la herencia, se presenten en el domicilio de la Notaria Publica número 31, sito en calle Roma 602, Colonia Mirador en Monterrey, Nuevo León. xyxy=(1199,1931,1393,2145)
publication-dates: (27 y 6) xyxy=(363,2313,400,2326)
legal-notice xyxy=(276,109,488,446)
publication-dates: (27 y 6) xyxy=(827,1053,863,1066)
notice-signature-line: LIC. GABRIEL GALINDO GARCIA xyxy=(765,1357,925,1369)
legal-notice xyxy=(508,1010,719,1324)
notice-body: Para los efectos del artículo 881 (ochocientos ochenta y uno) y demás relativos del Código de Procedimientos Civiles vigente en el Estado, hago saber que en ésta Notaria a mi cargo, en ESCRITURA PUBLICA NUMERO 7778 (SIETE MIL SETECIENTOS SETENTA Y OCHO), de fecha 31 (treinta y un) de Mayo del 2025 (dos mil veinticinco) se inició la tramitación de la SUCESIÓN LEGITIMA A BIENES DE LA SEÑORA ANGELICA LEAL SILVA, y en la que sus Herederos los señores JOSE FRANCISCO MILAN AVILA Y ANGELICA, JOSE FRANCISCO, DIANA ERIKA, VICTOR HUGO y FATIMA ALEJANDRA de apellidos MILAN LEAL, reconocen sus derechos hereditarios y aceptan la herencia, y además la señora FATIMA ALEJANDRA MILAN LEAL que le fue conferido, manifestando que en su momento, procederá a formular el inventario correspondiente. Por lo que se convoca a todas las personas que se consideren con derecho a la herencia comparezcan a deducirlos dentro de los 30 (treinta) días siguientes contados a partir de la publicación del presente aviso, que se hace en el Diario "El Porvenir", en dos publicaciones que se harán de diez en diez días y que se fija en un lugar visible del local Oficial de la Notaria. xyxy=(508,1562,719,1877)
notice-body: Con fecha (15) quince del mes de Mayo del año (2025) dos mil veinticinco, se radicó en esta Notaría Pública Número (116) ciento dieciséis, a mi cargo, la SUCESION INTESTAMENTARIA a bienes del señor RICARDO JAVIER BADILLO AMAYA, por comparecencia de la señora MA. DE JESUS GARCIA PEREZ, en su carácter de cónyuge supérstite y cesionaria, y los señores RICARDO JAVIER BADILLO GARCIA Y ROCIO ELIZABETH BADILLO GARCIA, por sus propios derechos, en su carácter de cedentes, y la última en su carácter de ALBACEA de esta sucesión, quien acepta el cargo que se le confiere y protesta su fiel y legal desempeño, así como que oportunamente formulará las Operaciones de Inventario y Avalúo respectivas. Ahora bien, con fundamento en el artículo (882) ochocientos ochenta y dos del Código de Procedimientos Civiles en vigor, se hace del conocimiento de los interesados, mediante este edicto que se publicará en el diario "EL PORVENIR" por dos veces, de (10) diez en (10) diez días. xyxy=(739,738,950,998)
legal-notice xyxy=(739,2125,950,2395)
column-5 xyxy=(960,104,1188,2554)
notice-body: En fecha 13 trece de marzo de 2025 dos mil veinticinco, radiqué en esta Notaría a mi cargo la Sucesión Testamentaria Extrajudicial a bienes de MARIA GUADALUPE RUBIO MORALES. La denunciante me presentó la documentación requerida por el artículo 881 ochocientos ochenta y uno, 882 ochocientos ochenta y dos y relativos del Código de Procedimientos Civiles para el Estado de Nuevo León, por lo que, ante mí, se reconoció como heredera y albacea a JANETE SOTELO RUBIO, quien procederá a formular los proyectos de inventario y avalúo y partición y adjudicación de los bienes, convocándose a quienes se crean con derecho a la herencia, a deducirlo conforme a derecho. xyxy=(47,2169,256,2349)
notice-signature-line: DEL PRIMER DISTRITO JUDICIAL xyxy=(993,2415,1156,2427)
publication-dates: (6 y 16) xyxy=(1056,1277,1093,1290)
publication-dates: (27 y 6) xyxy=(132,2134,170,2147)
notice-title: PUBLICACION NOTARIAL xyxy=(318,108,446,120)
notice-title: PUBLICACION NOTARIAL xyxy=(550,1336,677,1348)
notice-signature-line: NOTARIO PÚBLICO SUPLENTE xyxy=(538,1267,689,1280)
notice-signature-line: BACA BONIFAZ xyxy=(113,715,189,728)
notice-signature-line: BACA BONIFAZ xyxy=(575,648,652,661)
notice-title: EDICTO xyxy=(825,728,865,740)
notice-signature-line: GAGG6905187E7 xyxy=(803,1380,887,1392)
notice-signature-line: EN EL ESTADO xyxy=(1038,2426,1112,2438)
notice-signature-line: FRANCISCO DE JESÚS CASTILLO LEOS xyxy=(976,1514,1173,1527)
notice-signature-line: NOTARIO PÚBLICO TITULAR No. 14 xyxy=(1209,389,1383,401)
notice-signature-line: SALAZAR xyxy=(357,2291,407,2303)
notice-signature-line: LIC. EVERARDO ALANIS GUERRA xyxy=(68,2359,234,2372)
notice-signature-line: LICENCIADO RODRIGO RAMON xyxy=(73,1008,229,1020)
notice-place-date: Monterrey, N.L. a 01 de abril de 2025 xyxy=(47,2349,210,2361)
legal-notice xyxy=(971,615,1179,952)
legal-notice xyxy=(971,109,1179,603)
notice-body: En los términos del artículo 882 (ochocientos ochenta y dos), del Código de Procedimientos Civiles del Estado de Nuevo León, HAGO CONSTAR: La apertura en esta Notaría Pública a mi digno cargo, del Procedimiento Sucesorio Testamentario Extrajudicial a bienes de EVELINA VALERO GUAJARDO y las declaraciones que ante mí hicieron señores ALICIA, MARIA GUADALUPE, FRANCISCA, ELIZABETH, SILVIA, LUIS ESTEBAN, ALGTEDO Y REBECA de apellidos CAMPOS VALERO, en su carácter de Únicos y Universales Herederos Testamentarios, en el sentido de que reconocen sus derechos hereditarios y aceptan la herencia que corresponda de acuerdo a las disposiciones testamentarias aplicables. Asimismo, la señora ALICIA CAMPOS VALERO, manifiesta que acepta el cargo de Albacea, protesta su fiel y legal desempeño y procederá a formular el inventario de los bienes que forman el acervo de la masa hereditaria. xyxy=(276,119,488,367)
publication-dates: (27 y 6) xyxy=(363,433,400,446)
notice-body: En los términos del artículo 882 (ochocientos ochenta y dos), del Código de Procedimientos Civiles del Estado de Nuevo León, HAGO CONSTAR: La apertura en esta Notaría Pública a mi digno cargo, del Procedimiento Sucesorio de Intestado Extrajudicial a bienes de CARLA FAVIOLA BERNAL IRIBE y las declaraciones que ante mi hizo el señor JESUS EMILIO MARTINEZ MORALES en su carácter de Único y Universal Heredero Legítimo, en el sentido de que reconocen sus derechos hereditarios y acepta la herencia que corresponda de acuerdo a las disposiciones legales aplicables. Asimismo, el señor JESUS EMILIO MARTINEZ MORALES, manifiesta que acepta el cargo de Albacea, protesta su fiel y legal desempeño y procederá a formular el inventario de los bienes que forman el acervo de la masa hereditaria. xyxy=(47,784,256,987)
notice-place-date: Monterrey, Nuevo León, a 19 de mayo del 2025. xyxy=(47,985,232,1010)
notice-signature-line: NOTARIO PÚBLICO TITULAR NÚMERO 24 xyxy=(50,1807,252,1820)
legal-notice xyxy=(1199,2236,1393,2539)
notice-place-date: Monterrey, Nuevo León, a 15 de mayo del 2025. xyxy=(47,354,232,379)
notice-title: AVISO NOTARIAL xyxy=(802,1719,888,1732)
notice-signature-line: BABR850307A49 xyxy=(110,411,192,423)
legal-notice xyxy=(47,774,256,1066)
notice-signature-line: BABR850307A49 xyxy=(110,1819,192,1831)
notice-title: PUBLICACION NOTARIAL xyxy=(781,108,908,120)
notice-signature-line: NOTARIO PUBLICO TITULAR DE LA xyxy=(1209,1491,1383,1503)
notice-body: El suscrito Licenciado ARNOLDO FRANCISCO SAENZ GALVAN, Notario Público Titular número 145, del Primer Distrito Registral en el Estado, doy a conocer que por acta fuera de protocolo número 145/15,208/2025 ciento cuarenta y cinco diagonal quince mil doscientos ocho diagonal dos mil veinticinco de fecha 27 de Mayo del 2025, pasada ante mi fe, se hizo constar LA RADICACIÓN E INICIACIÓN EXTRAJUDICIAL DE LA SUCESIÓN TESTAMENTARIA A BIENES DE MARCELA MARIA DEL PILAR MALDONADO DE LOZADA que en los términos del artículo 881, 882 y demás relativos del Código de Procedimientos Civiles vigente en el Estado de Nuevo León, que promueve el señor SERGIO JOSE MALDONADO DE LOSADA en su carácter de UNICO Y UNIVERSAL HEREDER y ALBACEA, así mismo acepta la herencia y el cargo de albacea manifestando que va a proceder a formular el inventario de los bienes de la herencia; exhibiendo al efecto la Acta de Defunción, así como las certificaciones del estado civil con las que justifican el vínculo o parentesco que lo une con el autor de la sucesión; por lo que a través de la presente se convoca a las personas que se consideren con derecho a la herencia para que se presenten a deducirlo a esta Notaría Pública a mi cargo dentro de los siguientes 30-treinta días naturales contados a partir de su última publicación. Lo que se ordena publicar en esta forma, por 2 veces de 10 en 10 días en el Periódico "EL PORVENIR" que se edita en esta Ciudad, en los términos del artículo 882 del Código de Procedimientos Civiles vigente en el Estado. xyxy=(971,119,1179,547)
publication-dates: (6 y 16) xyxy=(1278,1524,1314,1537)
notice-title: AVISO NOTARIAL xyxy=(338,2033,425,2046)
notice-signature-line: 2 PUBLICACIONES DE 10 EN 10 DIAS xyxy=(1205,2189,1387,2201)
notice-body: Con esta fecha comparecieron ante esta Notaria Pública a mi cargo la señora VIRGINIA RIOS MENDOZA, y el señor JORGE ALBERTO ESQUIVEL RIOS, exhibiéndome PARTIDA DE DEFUNCIÓN y TESTAMENTO PÚBLICO ABIERTO del señor JUAN FRANCISCO ESQUIVEL FRANCO, expresándome la señora VIRGINIA RIOS MENDOZA que acepta la herencia y reconoce sus derechos hereditarios, asimismo, el señor JORGE ALBERTO ESQUIVEL RIOS, acepta el cargo de ALBACEA conferido y protesta el fiel y legal desempeño del mismo, agregando que en su momento procederá a formular el Inventario y Avalúo de los bienes de la herencia. Publíquese el presente en el Periódico "EL PORVENIR" que se edita en esta Ciudad, dos veces de diez en diez días, de acuerdo con lo que establece la parte final del articulo (882) ochocientos ochenta y dos del Código de Procedimientos Civiles Vigente en el Estado. xyxy=(971,974,1179,1222)
notice-place-date: Sabinas Hidalgo, Nuevo León, a 28 de mayo de 2025. xyxy=(1199,939,1370,964)
notice-signature-line: AAGE-680522-269 xyxy=(108,2394,195,2406)
notice-body: En los términos del artículo 882 (ochocientos ochenta y dos), del Código de Procedimientos Civiles del Estado de Nuevo León, HAGO CONSTAR: La apertura en esta Notaría Pública a mi digno cargo, del Procedimiento Sucesorio de Intestado Extrajudicial a bienes de TEOBALDO GOMEZ ALVAREZ y las declaraciones que ante mí hizo la señora MAURILIA GOMES ALVAREZ, en su carácter de Única y Universal Heredera Legítima, en el sentido de que reconoce sus derechos hereditarios y acepta la herencia que corresponda de acuerdo a las disposiciones legales aplicables. Asimismo, la señora MAURILIA GOMES ALVAREZ, manifiesta que acepta el cargo de Albacea, protesta su fiel y legal desempeño y procederá a formular el inventario de los bienes que forman el acervo de la masa hereditaria. Monterrey, Nuevo León, a 15 de mayo del 2025. xyxy=(508,412,719,638)
notice-title: PUBLICACION NOTARIAL xyxy=(87,1077,215,1089)
notice-signature-line: SALAZAR xyxy=(357,1987,407,2000)
notice-place-date: Guadalupe, Nuevo León, a 31 de Mayo del 2025 xyxy=(508,2315,698,2338)
notice-title: AVISO NOTARIAL xyxy=(338,457,425,470)
legal-notice xyxy=(739,109,950,401)
notice-title: EDICTO xyxy=(1276,1548,1316,1560)
notice-place-date: Monterrey, N.L. a 30 de mayo del 2025 xyxy=(1199,2144,1371,2156)
notice-signature-line: NOTARIO PUBLICO NÚMERO 31 xyxy=(1218,2166,1374,2179)
legal-notice xyxy=(47,2159,256,2417)
notice-signature-line: DE NUEVO LEÓN. xyxy=(338,1435,425,1447)
notice-title: AVISO NOTARIAL xyxy=(338,1232,425,1245)
notice-title: PUBLICACION NOTARIAL xyxy=(87,446,215,458)
legal-notice xyxy=(739,414,950,717)
publication-dates: (27 y 6) xyxy=(132,422,170,435)
legal-notice xyxy=(508,402,719,694)
notice-body: En los términos del artículo 882 (ochocientos ochenta y dos), del Código de Procedimientos Civiles del Estado de Nuevo León, HAGO CONSTAR: La apertura en esta Notaría Pública a mi digno cargo, del Procedimiento Sucesorio de Intestado Extrajudicial Acumulado a bienes de JESUS TOMAS MARTINEZ GARZA Y MARGARITA LOPEZ LOPEZ quien también se hacía llamar MARGARITA LOPEZ DE MARTINEZ y las declaraciones que ante mí hicieron los señores NANCY VERONICA MARTINEZ LOPEZ, JESUS ALBERTO MARTINEZ LOPEZ, YULIANA ELIZABETH MARTINEZ LOPEZ Y JESUS TOMAS MARTINEZ LOPEZ, en su carácter de Únicos y Universales Herederos Legítimos, en el sentido de que reconocen sus derechos hereditarios y aceptan la herencia que corresponda de acuerdo a las disposiciones legales aplicables. Asimismo, la señora NANCY VERONICA MARTINEZ LOPEZ, manifiesta que acepta el cargo de Albacea, protesta su fiel y legal desempeño y procederá a formular el inventario de los bienes que forman el acervo de la masa hereditaria. xyxy=(47,1088,256,1369)
notice-title: PUBLICACION NOTARIAL xyxy=(87,108,215,120)
publication-dates: (6 y 16) xyxy=(595,1921,632,1933)
notice-title: PUBLICACION NOTARIAL xyxy=(1232,1020,1359,1032)
notice-title: EDICTO xyxy=(1055,1595,1095,1606)
legal-notice xyxy=(276,1730,488,2022)
notice-body: Se presentó ante el Suscrito, la señora BERTHA ALICIA CAVAZOS CAVAZOS, a denunciar la Sucesión Testamentaria a bienes del señor MANUEL ALEJANDRO SALAZAR AGUIRRE, presentándome Acta de Defunción y Testimonio del Testamento dictado por el de Cujus, en el cual designó a la señora BERTHA ALICIA CAVAZOS CAVAZOS como UNICA Y UNIVERSAL HEREDERA quien manifestó, que acepta la Herencia y que reconoce sus Derechos Hereditarios; y así mismo como ALBACEA, quien manifestó, que acepta el cargo de Albacea, así mismo que procederá a realizar el Inventario de los bienes que forman el caudal Hereditario. Se publica este aviso por dos ocasiones de (10) diez en (10) diez días, esto en cumplimiento a lo dispuesto en el segundo párrafo del artículo (882) ochocientos ochenta y dos del Código de Procedimientos Civiles vigente en el Estado. Allende, Nuevo León, a 14 de mayo del año 2025 xyxy=(276,1740,488,1977)
notice-signature-line: NOE DANIEL PALOMO SOTO xyxy=(1225,2448,1366,2461)
notice-place-date: Monterrey, Nuevo León, a 15 de mayo del 2025. xyxy=(739,636,925,661)
notice-signature-line: LIC. ANDRES MARTINEZ SALINAS xyxy=(1212,2155,1380,2168)
notice-signature-line: LIC. JAVIER GARCIA URRUTIA xyxy=(770,2349,919,2361)
publication-dates: (27 y 6) xyxy=(132,1053,170,1066)
publication-dates: (6) xyxy=(1068,1570,1081,1583)
notice-place-date: Monterrey, Nuevo León, a 21 de mayo del 2025. xyxy=(276,366,461,389)
notice-signature-line: AAGE-680522-269 xyxy=(108,2123,195,2135)
notice-body: Se ha denunciado con esta fecha 28 (veintiocho) de mayo del año 2025 (dos mil veinticinco) en la Notaria Pública a mi cargo, mediante acta fuera de protocolo número 128/6268/2025, el Procedimiento Extrajudicial Sucesorio Testamentario a bienes de la señora LAURA FLORES GUADIANA, también conocida en diversos actos jurídicos como LAURA FLORES, conforme a lo preceptuado por los artículos 881 (ochocientos ochenta y uno) y 882 (ochocientos ochenta y dos) del Código de Procedimientos Civiles vigente en el Estado, compareciendo ante mí los señores ABRAHAM FLORES GUADIANA y ERIKA YAZMIN FLORES SANMIGUEL, esta última en su carácter de apoderada especial de NORMA FLORES GUADIANA, exhibiendo al efecto el acta de defunción de la autora de la sucesión, así mismo la escritura pública número 34 (treinta y cuatro) de fecha 14 (catorce) de julio del año 2014 (dos mil catorce), relativa al Testamento Público abierto otorgado por la señora LAURA FLORES GUADIANA, pasado ante la fe del Licenciado Leopoldo González González, quien fuese el Notario Público número 145 (ciento cuarenta y cinco), con ejercicio en este Municipio, en el cual designó como únicos y universales herederos a los señores ABRAHAM FLORES GUADIANA y NORMA FLORES GUADIANA, el primero nombrado además designado como albacea, declarando ante mi los comparecientes, que aceptan la herencia y el cargo de albacea conferido, protestando que en el momento oportuno se procederá a formular las operaciones de Inventario y Avalúo. Todo lo anterior se hace constar en cumplimiento a los numérales citados y con el fin de que surtan sus efectos legales. Se publicará este aviso por dos ocasiones de diez en diez días en uno de los periódicos de mayor circulación. DOY FE. xyxy=(1199,435,1393,941)
notice-signature-line: NOTARIO PÚBLICO NO. 96 xyxy=(1231,1862,1361,1875)
publication-dates: (6 y 16) xyxy=(595,985,632,998)
notice-signature-line: LICENCIADO JORGE ALBERTO SALAZAR xyxy=(280,2280,484,2292)
notice-signature-line: SECRETARIO DEL JUZGADO PRIMERO xyxy=(978,1852,1171,1865)
column-1 xyxy=(45,104,265,2554)
notice-signature-line: PRIMER DISTRITO xyxy=(1251,1873,1341,1886)
notice-signature-line: LICENCIADO RODRIGO RAMON xyxy=(73,1785,229,1797)
notice-signature-line: PRIMER DISTRITO EN EL ESTADO xyxy=(298,1423,465,1436)
notice-signature-line: LICENCIADO RODRIGO RAMON xyxy=(73,1391,229,1404)
notice-signature-line: C. SECRETARIO ADSCRITO AL JUZGADO xyxy=(973,1525,1176,1538)
notice-place-date: Monterrey, Nuevo León, a 20 de mayo del 2025. xyxy=(47,1763,232,1786)
notice-title: EDICTO xyxy=(1276,2235,1316,2247)
notice-signature-line: NOTARIO PÚBLICO TITULAR NÚMERO 24 xyxy=(512,659,715,671)
notice-signature-line: BABR850307A49 xyxy=(340,422,423,435)
notice-signature-line: NOTARIO PUBLICO TITULAR xyxy=(774,1031,915,1043)
legal-notice xyxy=(971,964,1179,1290)
notice-signature-line: NOTARIA PÚBLICA NO. 147 xyxy=(547,1290,680,1302)
publication-dates: (6 y 16) xyxy=(363,1446,400,1458)
notice-signature-line: NOTARIO PUBLICO TITULAR xyxy=(311,2303,453,2315)
notice-place-date: Monterrey, Nuevo León, a 20 de mayo del 2025. xyxy=(47,1369,232,1392)
legal-notice xyxy=(971,1595,1179,1898)
notice-signature-line: LIC. JUAN MANUEL GARCÍA GARCÍA xyxy=(291,1175,472,1188)
notice-signature-line: GUAL-661104-NL2 xyxy=(569,1301,658,1313)
notice-signature-line: LICENCIADO RODRIGO RAMON xyxy=(767,344,923,356)
